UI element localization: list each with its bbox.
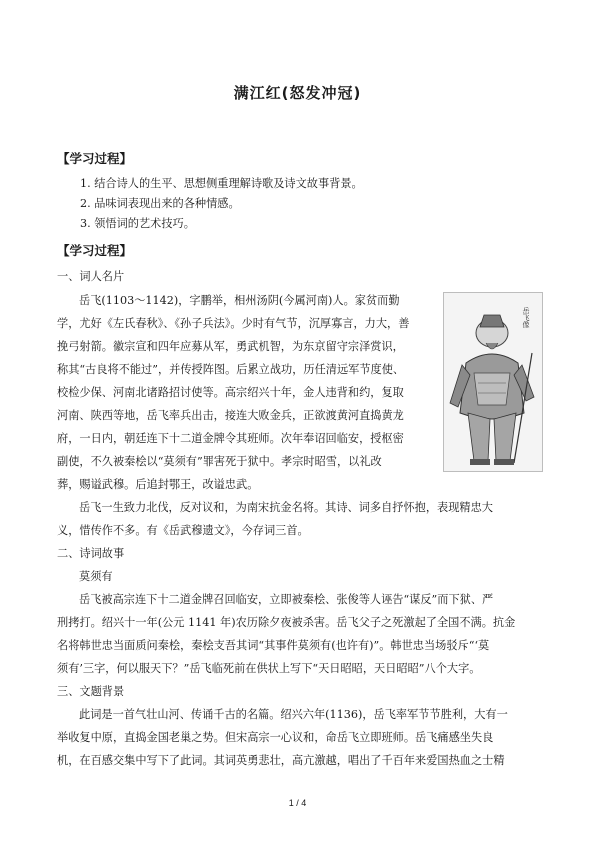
objective-item: 2. 品味词表现出来的各种情感。 <box>80 197 240 210</box>
bio-line: 学，尤好《左氏春秋》、《孙子兵法》。少时有气节，沉厚寡言，力大，善 <box>57 317 410 330</box>
section-title-story: 二、诗词故事 <box>57 547 125 560</box>
objective-item: 3. 领悟词的艺术技巧。 <box>80 217 195 230</box>
section-heading-objectives: 【学习过程】 <box>57 151 133 166</box>
bio-line: 府，一日内，朝廷连下十二道金牌令其班师。次年奉诏回临安，授枢密 <box>57 432 404 445</box>
bio-line: 河南、陕西等地，岳飞率兵出击，接连大败金兵，正欲渡黄河直捣黄龙 <box>57 409 404 422</box>
bio-line: 义，惜传作不多。有《岳武穆遗文》，今存词三首。 <box>57 524 309 537</box>
bio-line: 葬，赐谥武穆。后追封鄂王，改谥忠武。 <box>57 478 259 491</box>
bio-line: 岳飞(1103～1142)，字鹏举，相州汤阴(今属河南)人。家贫而勤 <box>79 294 400 307</box>
bio-line: 校检少保、河南北诸路招讨使等。高宗绍兴十年，金人违背和约，复取 <box>57 386 404 399</box>
bio-line: 副使，不久被秦桧以“莫须有”罪害死于狱中。孝宗时昭雪，以礼改 <box>57 455 382 468</box>
objective-item: 1. 结合诗人的生平、思想侧重理解诗歌及诗文故事背景。 <box>80 177 363 190</box>
background-line: 机，在百感交集中写下了此词。其词英勇悲壮，高亢激越，唱出了千百年来爱国热血之士精 <box>57 754 505 767</box>
section-heading-process: 【学习过程】 <box>57 243 133 258</box>
portrait-caption: 岳飞像 <box>522 307 530 328</box>
story-line: 须有’三字，何以服天下？”岳飞临死前在供状上写下“天日昭昭，天日昭昭”八个大字。 <box>57 662 481 675</box>
page-number: 1 / 4 <box>288 798 307 808</box>
bio-line: 挽弓射箭。徽宗宣和四年应募从军，勇武机智，为东京留守宗泽赏识， <box>57 340 404 353</box>
bio-line: 岳飞一生致力北伐，反对议和，为南宋抗金名将。其诗、词多自抒怀抱，表现精忠大 <box>79 501 493 514</box>
story-line: 名将韩世忠当面质问秦桧，秦桧支吾其词“其事件莫须有(也许有)”。韩世忠当场驳斥“‘莫 <box>57 639 490 652</box>
background-line: 举收复中原，直捣金国老巢之势。但宋高宗一心议和，命岳飞立即班师。岳飞痛感坐失良 <box>57 731 494 744</box>
bio-line: 称其“古良将不能过”，并传授阵图。后累立战功，历任清远军节度使、 <box>57 363 405 376</box>
background-line: 此词是一首气壮山河、传诵千古的名篇。绍兴六年(1136)，岳飞率军节节胜利，大有一 <box>79 708 508 721</box>
section-title-background: 三、文题背景 <box>57 685 125 698</box>
section-title-author: 一、词人名片 <box>57 270 125 283</box>
story-title: 莫须有 <box>79 570 113 583</box>
story-line: 刑拷打。绍兴十一年(公元 1141 年)农历除夕夜被杀害。岳飞父子之死激起了全国不满。抗金 <box>57 616 516 629</box>
portrait-image <box>443 292 543 472</box>
story-line: 岳飞被高宗连下十二道金牌召回临安，立即被秦桧、张俊等人诬告“谋反”而下狱、严 <box>79 593 494 606</box>
warrior-figure-icon <box>444 293 542 471</box>
page-title: 满江红(怒发冲冠) <box>233 84 362 102</box>
